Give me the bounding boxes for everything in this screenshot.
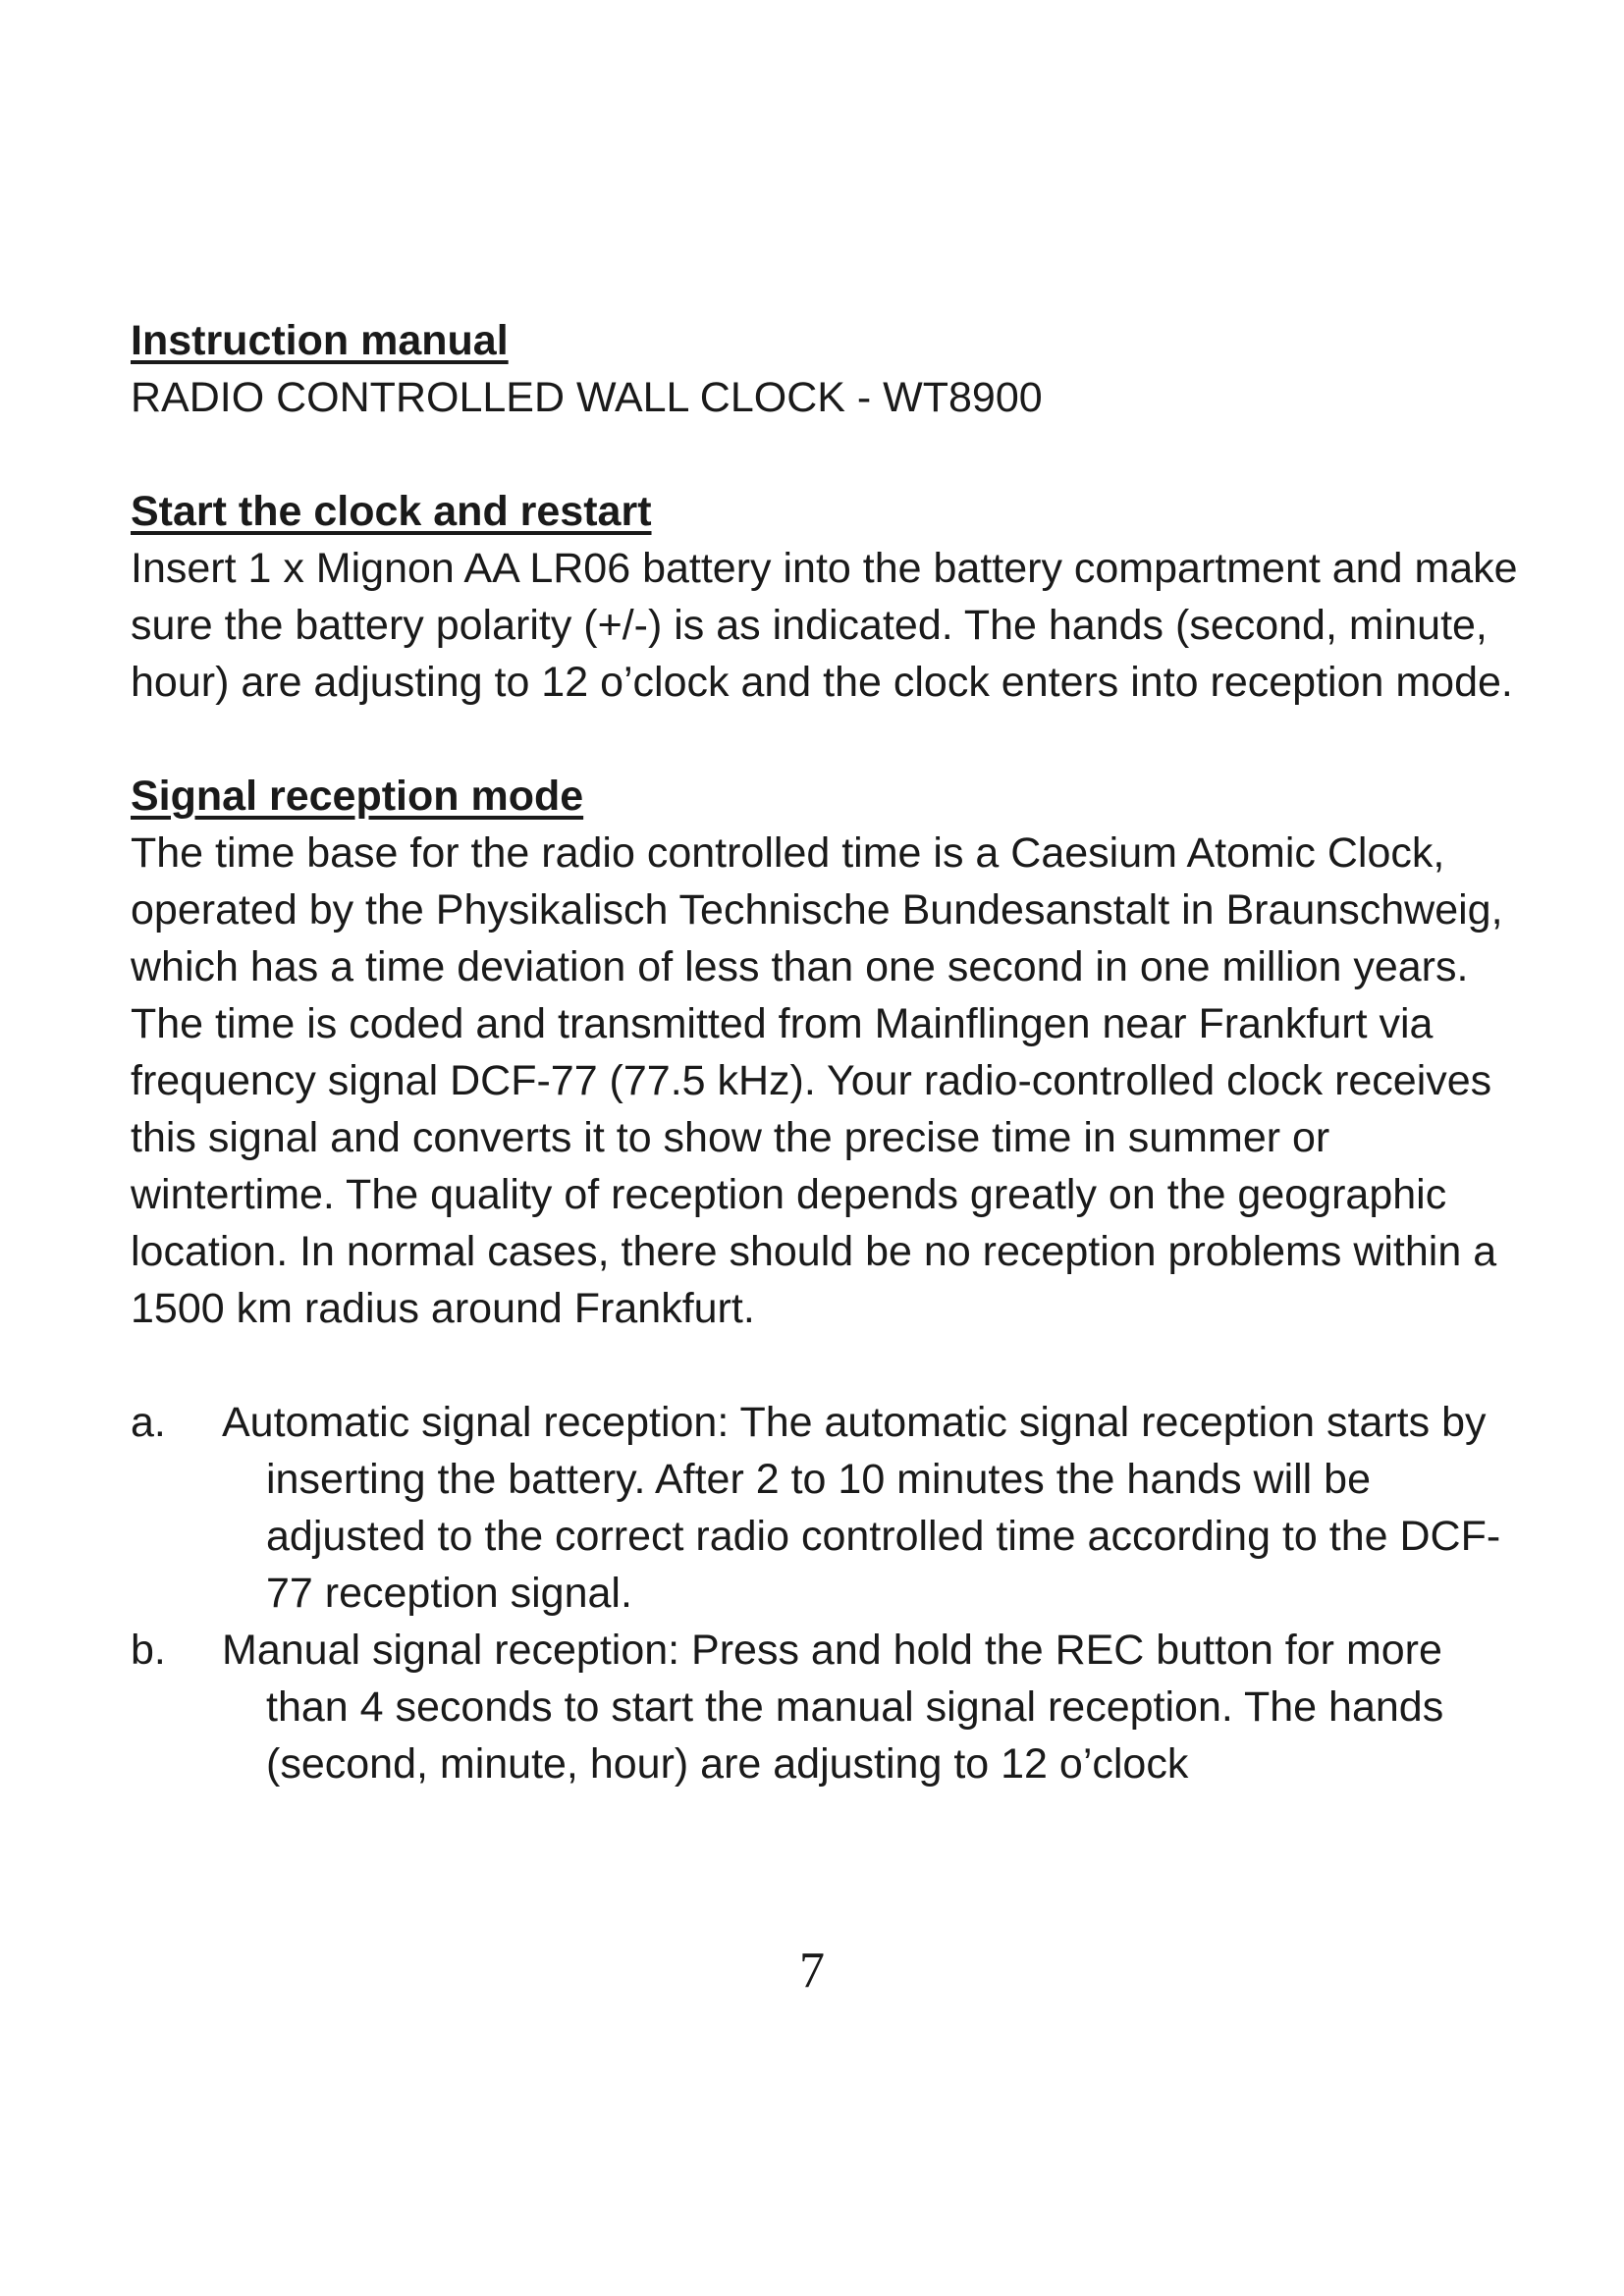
list-item-text: Manual signal reception: Press and hold the REC button for more than 4 seconds to start the manual signal reception. The hands (second, minute, hour) are adjusting to 12 o’clock [222, 1627, 1444, 1788]
list-item-text: Automatic signal reception: The automatic signal reception starts by inserting the battery. After 2 to 10 minutes the hands will be adjusted to the correct radio controlled time according to the DCF-77 reception signal. [222, 1399, 1501, 1617]
section-heading-start-clock: Start the clock and restart [131, 488, 652, 535]
document-title: Instruction manual [131, 317, 509, 364]
list-item [131, 1394, 1525, 1622]
list-marker: b. [131, 1627, 166, 1674]
list-marker: a. [131, 1399, 166, 1446]
manual-page [131, 312, 1525, 1792]
spacer [131, 1337, 1525, 1394]
section-paragraph-signal-reception: The time base for the radio controlled time is a Caesium Atomic Clock, operated by the Physikalisch Technische Bundesanstalt in Braunschweig, which has a time deviation of less than one second in one million years. The time is coded and transmitted from Mainflingen near Frankfurt via frequency signal DCF-77 (77.5 kHz). Your radio-controlled clock receives this signal and converts it to show the precise time in summer or wintertime. The quality of reception depends greatly on the geographic location. In normal cases, there should be no reception problems within a 1500 km radius around Frankfurt. [131, 829, 1503, 1332]
page-number: 7 [799, 1943, 825, 1999]
reception-list [131, 1394, 1525, 1792]
spacer [131, 711, 1525, 768]
spacer [131, 426, 1525, 483]
section-paragraph-start-clock: Insert 1 x Mignon AA LR06 battery into the battery compartment and make sure the battery polarity (+/-) is as indicated. The hands (second, minute, hour) are adjusting to 12 o’clock and the clock enters into reception mode. [131, 545, 1518, 706]
list-item [131, 1622, 1525, 1792]
document-subtitle: RADIO CONTROLLED WALL CLOCK - WT8900 [131, 374, 1043, 421]
section-heading-signal-reception: Signal reception mode [131, 773, 584, 820]
